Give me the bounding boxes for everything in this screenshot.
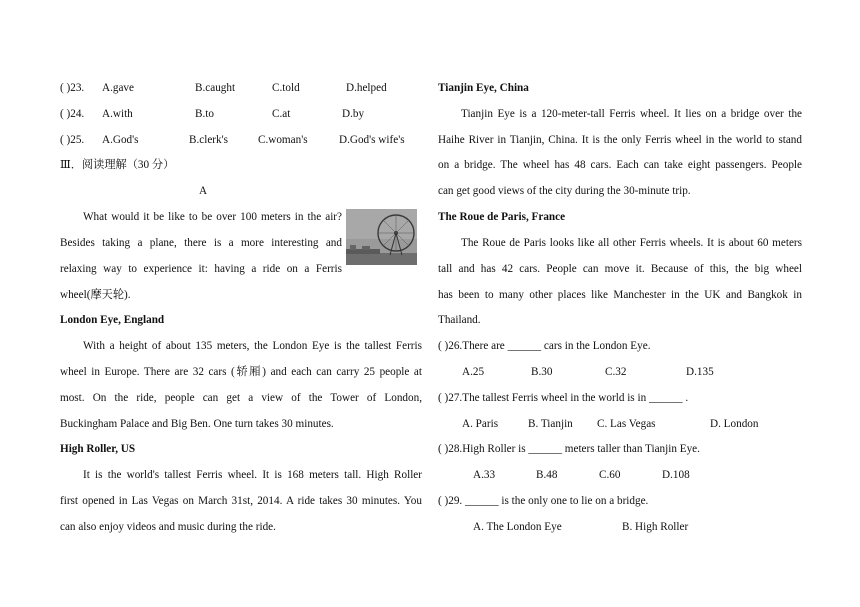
option-a: A.25 (462, 366, 485, 378)
tianjin-line-4: can get good views of the city during the 30-minute trip. (438, 185, 691, 197)
option-c: C.32 (605, 366, 627, 378)
option-d: D. London (710, 418, 759, 430)
london-line-4: Buckingham Palace and Big Ben. One turn takes 30 minutes. (60, 418, 334, 430)
london-eye-heading: London Eye, England (60, 314, 165, 326)
roue-de-paris-heading: The Roue de Paris, France (438, 211, 566, 223)
question-27-stem: ( )27.The tallest Ferris wheel in the world is in ______ . (438, 392, 689, 404)
option-b: B. High Roller (622, 521, 689, 533)
paris-line-4: Thailand. (438, 314, 481, 326)
option-a: A.God's (102, 134, 139, 146)
option-b: B.to (195, 108, 214, 120)
question-number: ( )24. (60, 108, 85, 120)
option-d: D.God's wife's (339, 134, 405, 146)
option-b: B.clerk's (189, 134, 228, 146)
option-d: D.helped (346, 82, 387, 94)
passage-letter: A (199, 185, 208, 197)
roller-line-3: can also enjoy videos and music during the ride. (60, 521, 276, 533)
question-24 (60, 107, 422, 121)
option-a: A.33 (473, 469, 496, 481)
question-29-stem: ( )29. ______ is the only one to lie on a bridge. (438, 495, 649, 507)
tianjin-eye-heading: Tianjin Eye, China (438, 82, 529, 94)
option-a: A.with (102, 108, 133, 120)
option-a: A.gave (102, 82, 134, 94)
question-25 (60, 133, 422, 147)
high-roller-heading: High Roller, US (60, 443, 136, 455)
question-26-stem: ( )26.There are ______ cars in the London Eye. (438, 340, 651, 352)
option-d: D.by (342, 108, 365, 120)
option-b: B.30 (531, 366, 553, 378)
option-c: C. Las Vegas (597, 418, 656, 430)
roller-line-2: first opened in Las Vegas on March 31st, 2014. A ride takes 30 minutes. You (60, 495, 422, 507)
london-line-2: wheel in Europe. There are 32 cars (轿厢) and each can carry 25 people at (60, 366, 422, 378)
intro-line-2: Besides taking a plane, there is a more interesting and (60, 237, 342, 249)
intro-line-1: What would it be like to be over 100 meters in the air? (83, 211, 342, 223)
option-b: B.caught (195, 82, 236, 94)
roller-line-1: It is the world's tallest Ferris wheel. It is 168 meters tall. High Roller (83, 469, 422, 481)
question-number: ( )23. (60, 82, 85, 94)
option-c: C.woman's (258, 134, 308, 146)
option-c: C.told (272, 82, 300, 94)
ferris-wheel-photo (346, 209, 417, 265)
intro-line-3: relaxing way to experience it: having a ride on a Ferris (60, 263, 342, 275)
paris-line-1: The Roue de Paris looks like all other Ferris wheels. It is about 60 meters (461, 237, 802, 249)
option-b: B.48 (536, 469, 558, 481)
option-c: C.60 (599, 469, 621, 481)
paris-line-3: has been to many other places like Manchester in the UK and Bangkok in (438, 289, 802, 301)
question-number: ( )25. (60, 134, 85, 146)
question-23 (60, 81, 422, 95)
intro-line-4: wheel(摩天轮). (60, 289, 131, 301)
paris-line-2: tall and has 42 cars. People can move it. Because of this, the big wheel (438, 263, 802, 275)
tianjin-line-2: Haihe River in Tianjin, China. It is the only Ferris wheel in the world to stand (438, 134, 802, 146)
section-title: Ⅲ．阅读理解（30 分） (60, 159, 175, 171)
london-line-3: most. On the ride, people can get a view of the Tower of London, (60, 392, 422, 404)
tianjin-line-3: on a bridge. The wheel has 48 cars. Each can take eight passengers. People (438, 159, 802, 171)
london-line-1: With a height of about 135 meters, the London Eye is the tallest Ferris (83, 340, 422, 352)
option-c: C.at (272, 108, 291, 120)
option-d: D.108 (662, 469, 690, 481)
option-a: A. Paris (462, 418, 499, 430)
option-a: A. The London Eye (473, 521, 562, 533)
tianjin-line-1: Tianjin Eye is a 120-meter-tall Ferris wheel. It lies on a bridge over the (461, 108, 802, 120)
option-b: B. Tianjin (528, 418, 573, 430)
question-28-stem: ( )28.High Roller is ______ meters taller than Tianjin Eye. (438, 443, 700, 455)
option-d: D.135 (686, 366, 714, 378)
